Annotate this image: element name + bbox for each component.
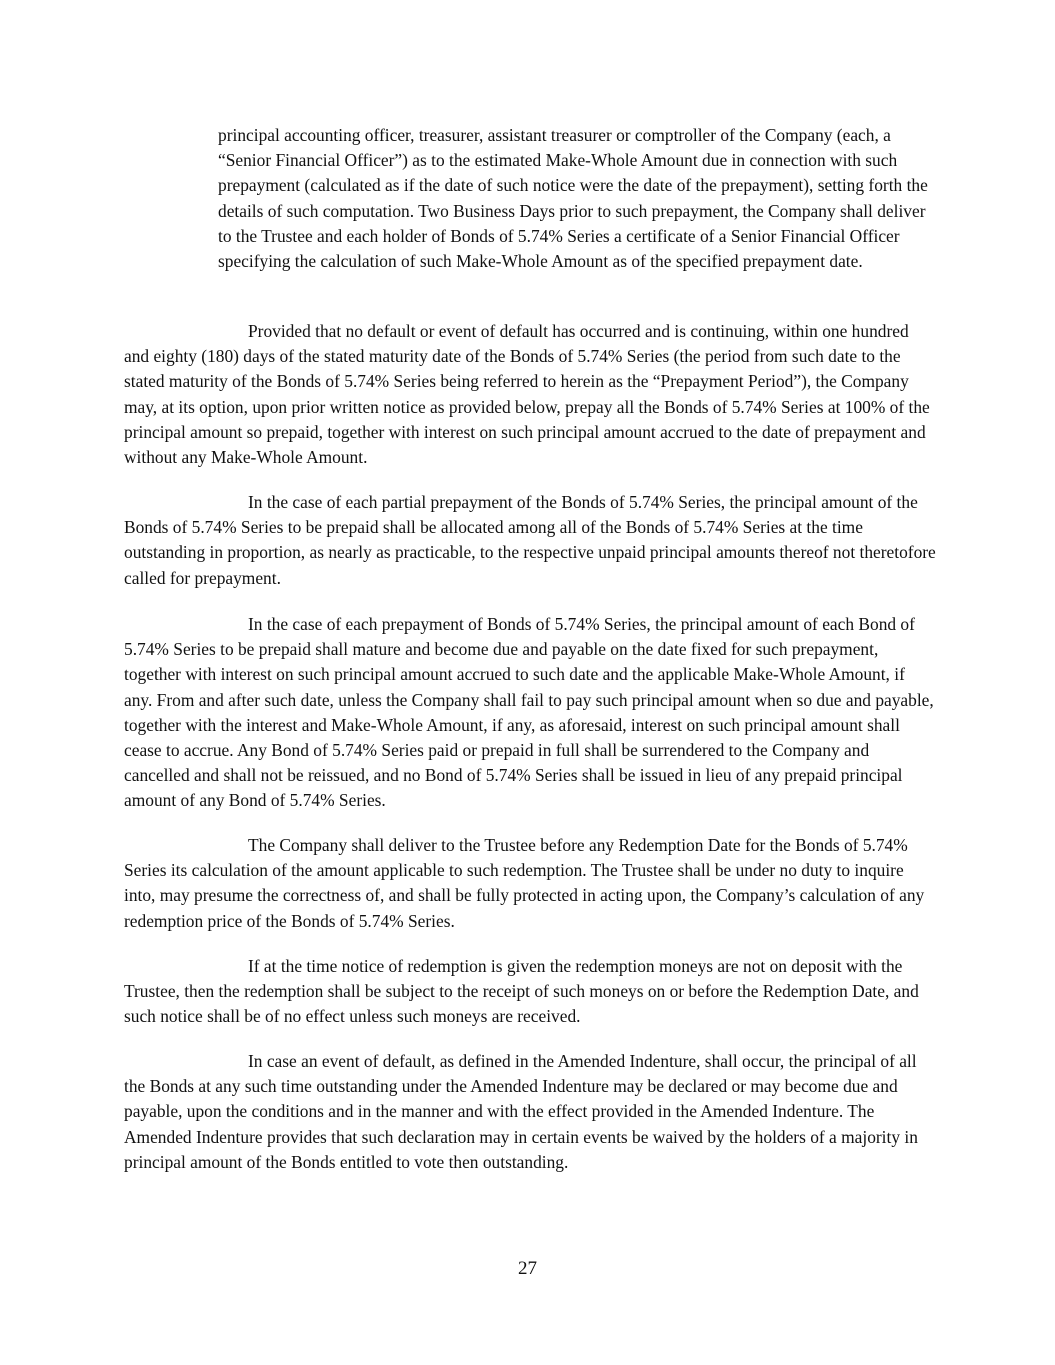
paragraph-redemption-calculation: The Company shall deliver to the Trustee before any Redemption Date for the Bonds of 5.74% Series its calculation of the amount applicable to such redemption. The Trustee shall be under no duty to inquire into, may presume the correctness of, and shall be fully protected in acting upon, the Company’s calculation of any redemption price of the Bonds of 5.74% Series. [124, 835, 925, 931]
paragraph-each-prepayment: In the case of each prepayment of Bonds of 5.74% Series, the principal amount of each Bond of 5.74% Series to be prepaid shall mature and become due and payable on the date fixed for such prepayment, together with interest on such principal amount accrued to such date and the applicable Make-Whole Amount, if any. From and after such date, unless the Company shall fail to pay such principal amount when so due and payable, together with the interest and Make-Whole Amount, if any, as aforesaid, interest on such principal amount shall cease to accrue. Any Bond of 5.74% Series paid or prepaid in full shall be surrendered to the Company and cancelled and shall not be reissued, and no Bond of 5.74% Series shall be issued in lieu of any prepaid principal amount of any Bond of 5.74% Series. [124, 614, 934, 811]
indented-paragraph: principal accounting officer, treasurer, assistant treasurer or comptroller of the Company (each, a “Senior Financial Officer”) as to the estimated Make-Whole Amount due in connection with such prepayment (calculated as if the date of such notice were the date of the prepayment), setting forth the details of such computation. Two Business Days prior to such prepayment, the Company shall deliver to the Trustee and each holder of Bonds of 5.74% Series a certificate of a Senior Financial Officer specifying the calculation of such Make-Whole Amount as of the specified prepayment date. [218, 125, 928, 272]
page-number: 27 [518, 1258, 537, 1279]
paragraph-event-of-default: In case an event of default, as defined in the Amended Indenture, shall occur, the principal of all the Bonds at any such time outstanding under the Amended Indenture may be declared or may become due and payable, upon the conditions and in the manner and with the effect provided in the Amended Indenture. The Amended Indenture provides that such declaration may in certain events be waived by the holders of a majority in principal amount of the Bonds entitled to vote then outstanding. [124, 1051, 918, 1172]
paragraph-prepayment-period: Provided that no default or event of default has occurred and is continuing, within one hundred and eighty (180) days of the stated maturity date of the Bonds of 5.74% Series (the period from such date to the stated maturity of the Bonds of 5.74% Series being referred to herein as the “Prepayment Period”), the Company may, at its option, upon prior written notice as provided below, prepay all the Bonds of 5.74% Series at 100% of the principal amount so prepaid, together with interest on such principal amount accrued to the date of prepayment and without any Make-Whole Amount. [124, 321, 930, 468]
paragraph-partial-prepayment: In the case of each partial prepayment of the Bonds of 5.74% Series, the principal amount of the Bonds of 5.74% Series to be prepaid shall be allocated among all of the Bonds of 5.74% Series at the time outstanding in proportion, as nearly as practicable, to the respective unpaid principal amounts thereof not theretofore called for prepayment. [124, 492, 936, 588]
paragraph-redemption-moneys: If at the time notice of redemption is given the redemption moneys are not on deposit with the Trustee, then the redemption shall be subject to the receipt of such moneys on or before the Redemption Date, and such notice shall be of no effect unless such moneys are received. [124, 956, 919, 1027]
